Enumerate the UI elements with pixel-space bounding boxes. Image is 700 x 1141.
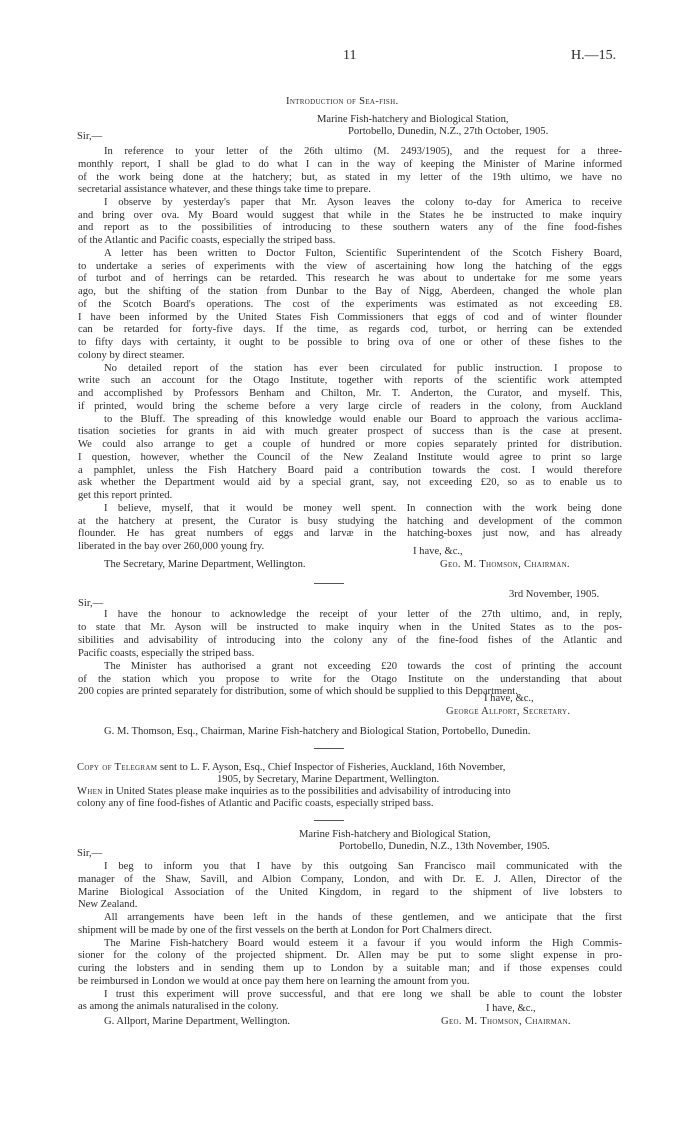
letter3-body-line: Marine Biological Association of the United Kingdom, in regard to the shipment of live lobsters to (78, 886, 622, 898)
letter3-body-line: The Marine Fish-hatchery Board would esteem it a favour if you would inform the High Commis- (104, 937, 622, 949)
telegram-body-line2: colony any of fine food-fishes of Atlantic and Pacific coasts, especially striped bass. (77, 798, 434, 809)
letter1-body-line: flounder. He has great numbers of eggs and larvæ in the hatching-boxes just now, and has already (78, 528, 622, 540)
separator-rule (314, 583, 344, 584)
letter1-body-line: if printed, would bring the scheme before a very large circle of readers in the colony, from Auckland (78, 400, 622, 412)
letter1-body-line: get this report printed. (78, 490, 173, 501)
letter2-closing: I have, &c., (484, 693, 534, 704)
letter3-body-line: be reimbursed in London we would at once pay them here on learning the amount from you. (78, 975, 470, 987)
letter1-body-line: liberated in the bay over 260,000 young fry. (78, 540, 265, 552)
letter1-body-line: colony by direct steamer. (78, 349, 185, 361)
telegram-heading: Copy of Telegram sent to L. F. Ayson, Esq., Chief Inspector of Fisheries, Auckland, 16th November, (77, 762, 506, 773)
letter3-address-line2: Portobello, Dunedin, N.Z., 13th November, 1905. (339, 841, 550, 852)
separator-rule (314, 820, 344, 821)
letter3-body-line: as among the animals naturalised in the colony. (78, 1001, 279, 1013)
letter2-body-line: sibilities and advisability of introducing into the colony any of the fine-food fishes of the Atlantic and (78, 634, 622, 646)
letter1-body-line: and report as to the possibilities of introducing to these southern waters any of the fine food-fishes (78, 222, 622, 234)
letter1-body-line: and bring over ova. My Board would suggest that while in the States he be instructed to make inquiry (78, 209, 622, 221)
letter1-body-line: No detailed report of the station has ever been circulated for public instruction. I propose to (104, 362, 622, 374)
letter1-body-line: secretarial assistance whatever, and these things take time to prepare. (78, 184, 371, 196)
page-number: 11 (343, 48, 357, 63)
letter3-body-line: I trust this experiment will prove successful, and that ere long we shall be able to count the lobster (104, 988, 622, 1000)
letter3-signature: Geo. M. Thomson, Chairman. (441, 1016, 571, 1027)
letter1-body-line: a pamphlet, unless the Fish Hatchery Board paid a contribution towards the cost. I would therefore (78, 464, 622, 476)
letter1-body-line: of turbot and of herrings can be retarded. This research he was about to undertake for me some years (78, 273, 622, 285)
letter2-signature: George Allport, Secretary. (446, 706, 571, 717)
letter1-body-line: write such an account for the Otago Institute, together with reports of the scientific work attempted (78, 375, 622, 387)
letter1-body-line: I observe by yesterday's paper that Mr. Ayson leaves the colony to-day for America to receive (104, 197, 622, 208)
letter1-body-line: of the Scotch Board's operations. The cost of the experiments was estimated as not exceeding £8. (78, 298, 622, 310)
letter1-address-line2: Portobello, Dunedin, N.Z., 27th October, 1905. (348, 126, 549, 137)
letter1-body-line: A letter has been written to Doctor Fulton, Scientific Superintendent of the Scotch Fishery Board, (104, 247, 622, 259)
letter1-closing: I have, &c., (413, 546, 463, 557)
letter1-body-line: monthly report, I shall be glad to do what I can in the way of keeping the Minister of Marine informed (78, 158, 622, 170)
letter3-recipient: G. Allport, Marine Department, Wellington. (104, 1016, 291, 1027)
report-series: H.—15. (571, 48, 617, 63)
letter3-body-line: curing the lobsters and in sending them up to London by a suitable man; and if those expenses could (78, 963, 622, 974)
letter3-body-line: manager of the Shaw, Savill, and Albion Company, London, and with Dr. E. J. Allen, Director of the (78, 873, 622, 885)
letter1-body-line: and accomplished by Professors Benham and Chilton, Mr. T. Anderton, the Curator, and myself. This, (78, 388, 622, 400)
separator-rule (314, 748, 344, 749)
telegram-body-line1: When in United States please make inquiries as to the possibilities and advisability of introducing into (77, 786, 511, 797)
letter1-body-line: We could also arrange to get a couple of hundred or more copies separately printed for distribution. (78, 439, 622, 450)
letter2-body-line: Pacific coasts, especially the striped bass. (78, 647, 255, 659)
letter2-body-line: of the station which you propose to write for the Otago Institute on the understanding that about (78, 673, 622, 685)
letter3-body-line: All arrangements have been left in the hands of these gentlemen, and we anticipate that the first (104, 912, 622, 923)
letter1-body-line: I have been informed by the United States Fish Commissioners that eggs of cod and of winter flounder (78, 311, 622, 323)
letter1-body-line: of the Atlantic and Pacific coasts, especially the striped bass. (78, 235, 336, 247)
letter3-body-line: sioner for the colony of the projected shipment. Dr. Allen may be put to some slight expense in pro- (78, 950, 622, 962)
letter1-body-line: In reference to your letter of the 26th ultimo (M. 2493/1905), and the request for a three- (104, 146, 622, 157)
letter3-body-line: I beg to inform you that I have by this outgoing San Francisco mail communicated with the (104, 861, 622, 872)
letter1-body-line: I question, however, whether the Council of the New Zealand Institute would agree to print so large (78, 451, 622, 463)
letter2-body-line: to state that Mr. Ayson will be instructed to make inquiry when in the United States as to the pos- (78, 621, 622, 633)
letter1-body-line: tisation societies for grants in aid with much greater prospect of success than is the case at present. (78, 426, 622, 438)
letter1-body-line: to the Bluff. The spreading of this knowledge would enable our Board to approach the various acclima- (104, 413, 622, 425)
letter1-body-line: to fifty days with certainty, it ought to be possible to bring ova of one or other of these fishes to the (78, 337, 622, 349)
letter1-body-line: of the work being done at the hatchery; but, as stated in my letter of the 19th ultimo, we have no (78, 171, 622, 183)
letter2-body-line: The Minister has authorised a grant not exceeding £20 towards the cost of printing the account (104, 660, 622, 672)
letter3-closing: I have, &c., (486, 1003, 536, 1014)
section-title: Introduction of Sea-fish. (286, 96, 399, 107)
letter2-body-line: 200 copies are printed separately for distribution, some of which should be supplied to this Department. (78, 686, 518, 698)
letter1-signature: Geo. M. Thomson, Chairman. (440, 559, 570, 570)
letter3-body-line: shipment will be made by one of the first vessels on the berth at London for Port Chalmers direct. (78, 924, 492, 936)
letter1-body-line: to undertake a series of experiments with the view of ascertaining how long the hatching of the eggs (78, 260, 622, 272)
letter1-body-line: at the hatchery at present, the Curator is busy studying the hatching and development of the common (78, 515, 622, 527)
letter1-body-line: ago, but the shifting of the station from Dunbar to the Bay of Nigg, Aberdeen, changed the whole plan (78, 286, 622, 298)
letter1-salutation: Sir,— (77, 131, 103, 142)
letter1-recipient: The Secretary, Marine Department, Wellington. (104, 559, 306, 570)
letter1-address-line1: Marine Fish-hatchery and Biological Station, (317, 114, 509, 125)
letter1-body-line: can be retarded for forty-five days. If the time, as regards cod, turbot, or herring can be extended (78, 324, 622, 336)
letter2-date: 3rd November, 1905. (509, 589, 600, 600)
letter2-salutation: Sir,— (78, 598, 104, 609)
letter1-body-line: I believe, myself, that it would be money well spent. In connection with the work being done (104, 502, 622, 514)
letter2-body-line: I have the honour to acknowledge the receipt of your letter of the 27th ultimo, and, in reply, (104, 609, 622, 620)
letter3-body-line: New Zealand. (78, 899, 138, 911)
telegram-heading-line2: 1905, by Secretary, Marine Department, Wellington. (217, 774, 440, 785)
letter1-body-line: ask whether the Department would aid by a special grant, say, not exceeding £20, so as to enable us to (78, 477, 622, 489)
letter3-address-line1: Marine Fish-hatchery and Biological Station, (299, 829, 491, 840)
letter2-recipient: G. M. Thomson, Esq., Chairman, Marine Fish-hatchery and Biological Station, Portobello, Dunedin. (104, 726, 531, 737)
letter3-salutation: Sir,— (77, 848, 103, 859)
